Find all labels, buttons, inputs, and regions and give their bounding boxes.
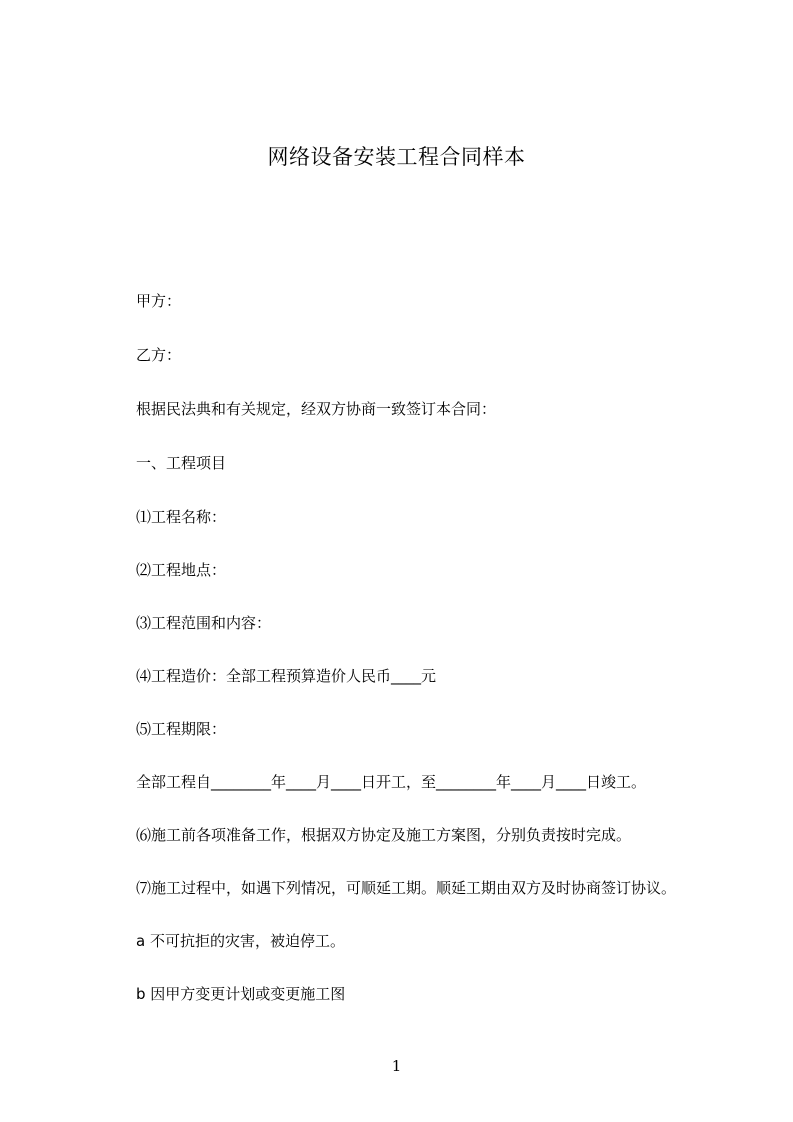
clause-project-name: ⑴工程名称： <box>136 508 227 526</box>
page-number: 1 <box>391 1057 402 1075</box>
preamble-paragraph: 根据民法典和有关规定，经双方协商一致签订本合同： <box>136 400 497 418</box>
party-b-line: 乙方： <box>136 346 182 364</box>
party-a-line: 甲方： <box>136 292 182 310</box>
clause-project-period: ⑸工程期限： <box>136 720 227 738</box>
clause-project-scope: ⑶工程范围和内容： <box>136 614 272 632</box>
clause-extension: ⑺施工过程中，如遇下列情况，可顺延工期。顺延工期由双方及时协商签订协议。 <box>136 879 677 897</box>
extension-item-a: a 不可抗拒的灾害，被迫停工。 <box>136 932 345 950</box>
clause-project-location: ⑵工程地点： <box>136 561 227 579</box>
section-heading-project: 一、工程项目 <box>136 454 227 472</box>
project-schedule-line: 全部工程自________年____月____日开工，至________年____月____日竣工。 <box>136 773 647 791</box>
clause-project-cost: ⑷工程造价：全部工程预算造价人民币____元 <box>136 667 437 685</box>
extension-item-b: b 因甲方变更计划或变更施工图 <box>136 985 346 1003</box>
clause-preparation: ⑹施工前各项准备工作，根据双方协定及施工方案图，分别负责按时完成。 <box>136 826 632 844</box>
document-title: 网络设备安装工程合同样本 <box>267 145 526 169</box>
